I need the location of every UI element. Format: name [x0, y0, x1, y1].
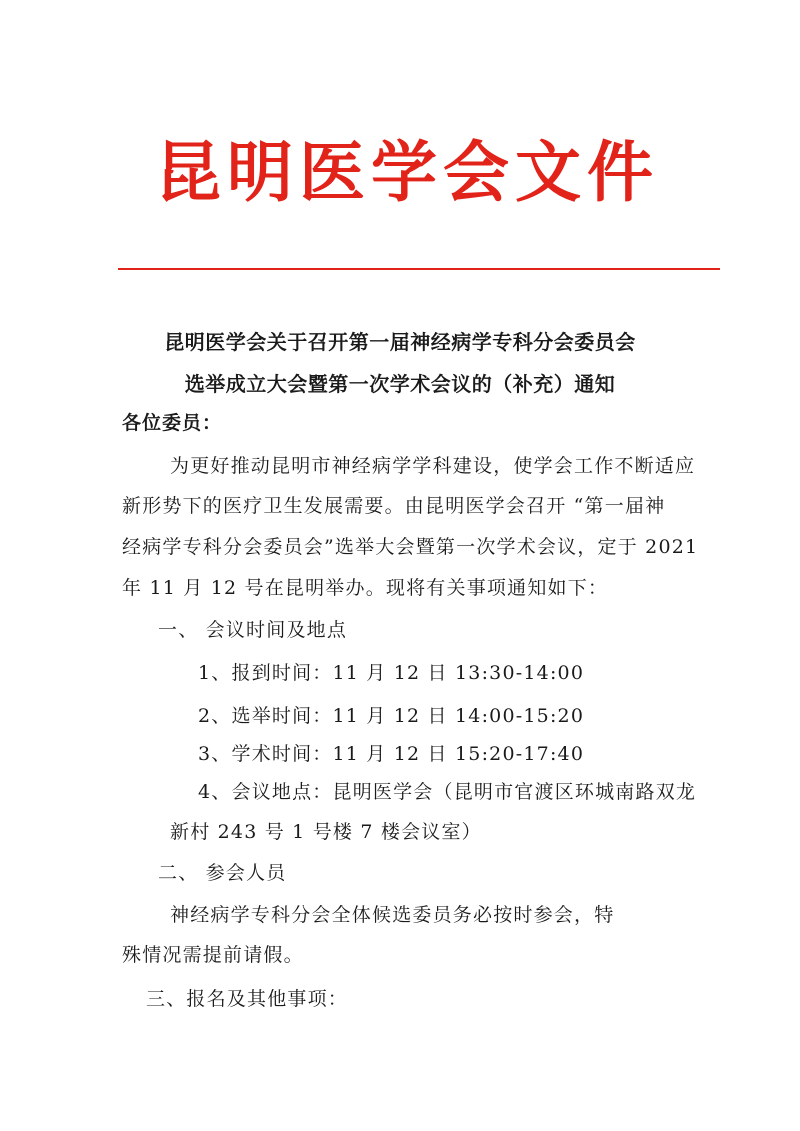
section-3-heading: 三、报名及其他事项： [146, 988, 349, 1010]
section-1-item-1: 1、报到时间：11 月 12 日 13:30-14:00 [198, 662, 585, 684]
section-1-item-3: 3、学术时间：11 月 12 日 15:20-17:40 [198, 743, 585, 765]
salutation: 各位委员： [122, 412, 223, 434]
section-1-item-4: 4、会议地点：昆明医学会（昆明市官渡区环城南路双龙 [198, 781, 697, 803]
section-1-item-4-continued: 新村 243 号 1 号楼 7 楼会议室） [170, 821, 482, 843]
section-1-item-2: 2、选举时间：11 月 12 日 14:00-15:20 [198, 705, 585, 727]
notice-title-line-2: 选举成立大会暨第一次学术会议的（补充）通知 [184, 372, 616, 396]
intro-line-3: 经病学专科分会委员会”选举大会暨第一次学术会议，定于 2021 [122, 536, 699, 558]
section-2-heading: 二、 参会人员 [158, 862, 287, 884]
notice-title-line-1: 昆明医学会关于召开第一届神经病学专科分会委员会 [164, 330, 636, 354]
section-2-line-1: 神经病学专科分会全体候选委员务必按时参会，特 [170, 904, 615, 926]
red-divider-rule [118, 268, 720, 270]
intro-line-4: 年 11 月 12 号在昆明举办。现将有关事项通知如下： [122, 577, 609, 599]
section-1-heading: 一、 会议时间及地点 [158, 619, 348, 641]
intro-line-2: 新形势下的医疗卫生发展需要。由昆明医学会召开 “第一届神 [122, 495, 666, 517]
intro-line-1: 为更好推动昆明市神经病学学科建设，使学会工作不断适应 [170, 455, 696, 477]
section-2-line-2: 殊情况需提前请假。 [122, 944, 304, 966]
document-header-title: 昆明医学会文件 [155, 134, 659, 211]
